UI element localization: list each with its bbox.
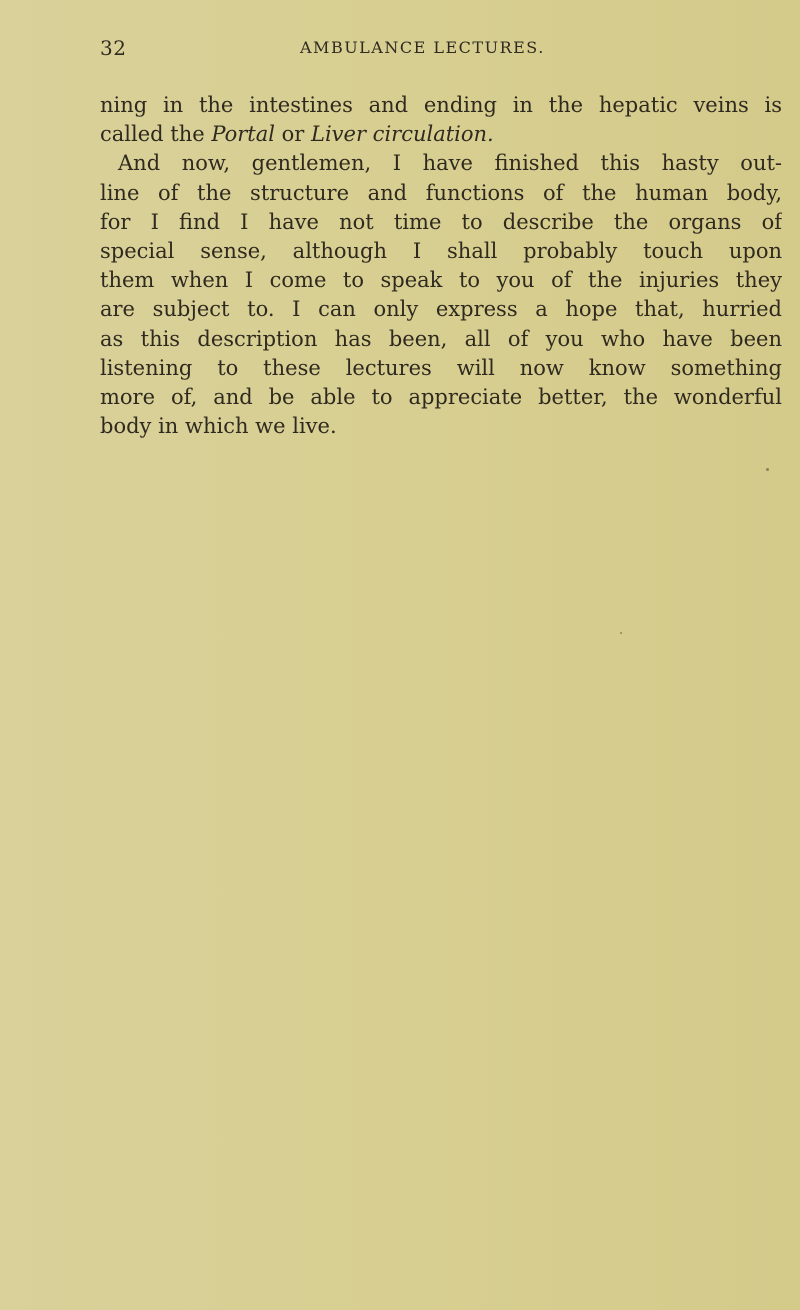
paper-speck xyxy=(620,632,622,634)
text-line: And now, gentlemen, I have finished this hasty out- xyxy=(118,151,782,176)
body-text xyxy=(100,91,782,441)
text-line: special sense, although I shall probably touch upon xyxy=(100,238,782,263)
text-span: or xyxy=(274,122,312,147)
text-line: ning in the intestines and ending in the hepatic veins is xyxy=(100,93,782,117)
term-liver-circulation: Liver circulation. xyxy=(311,122,494,147)
text-line: as this description has been, all of you who have been xyxy=(100,326,782,351)
paper-speck xyxy=(766,468,769,471)
text-line xyxy=(100,120,782,149)
text-line: more of, and be able to appreciate better, the wonderful xyxy=(100,384,782,409)
text-line: for I find I have not time to describe the organs of xyxy=(100,209,782,234)
text-line: body in which we live. xyxy=(100,414,337,439)
term-portal: Portal xyxy=(211,122,275,147)
page-number: 32 xyxy=(100,36,127,60)
text-span: called the xyxy=(100,122,212,147)
text-line: are subject to. I can only express a hope that, hurried xyxy=(100,297,782,322)
text-line: line of the structure and functions of the human body, xyxy=(100,180,782,205)
text-line: listening to these lectures will now know something xyxy=(100,355,782,380)
text-line: them when I come to speak to you of the injuries they xyxy=(100,268,782,293)
page-header xyxy=(100,36,790,66)
running-head: AMBULANCE LECTURES. xyxy=(300,38,545,57)
